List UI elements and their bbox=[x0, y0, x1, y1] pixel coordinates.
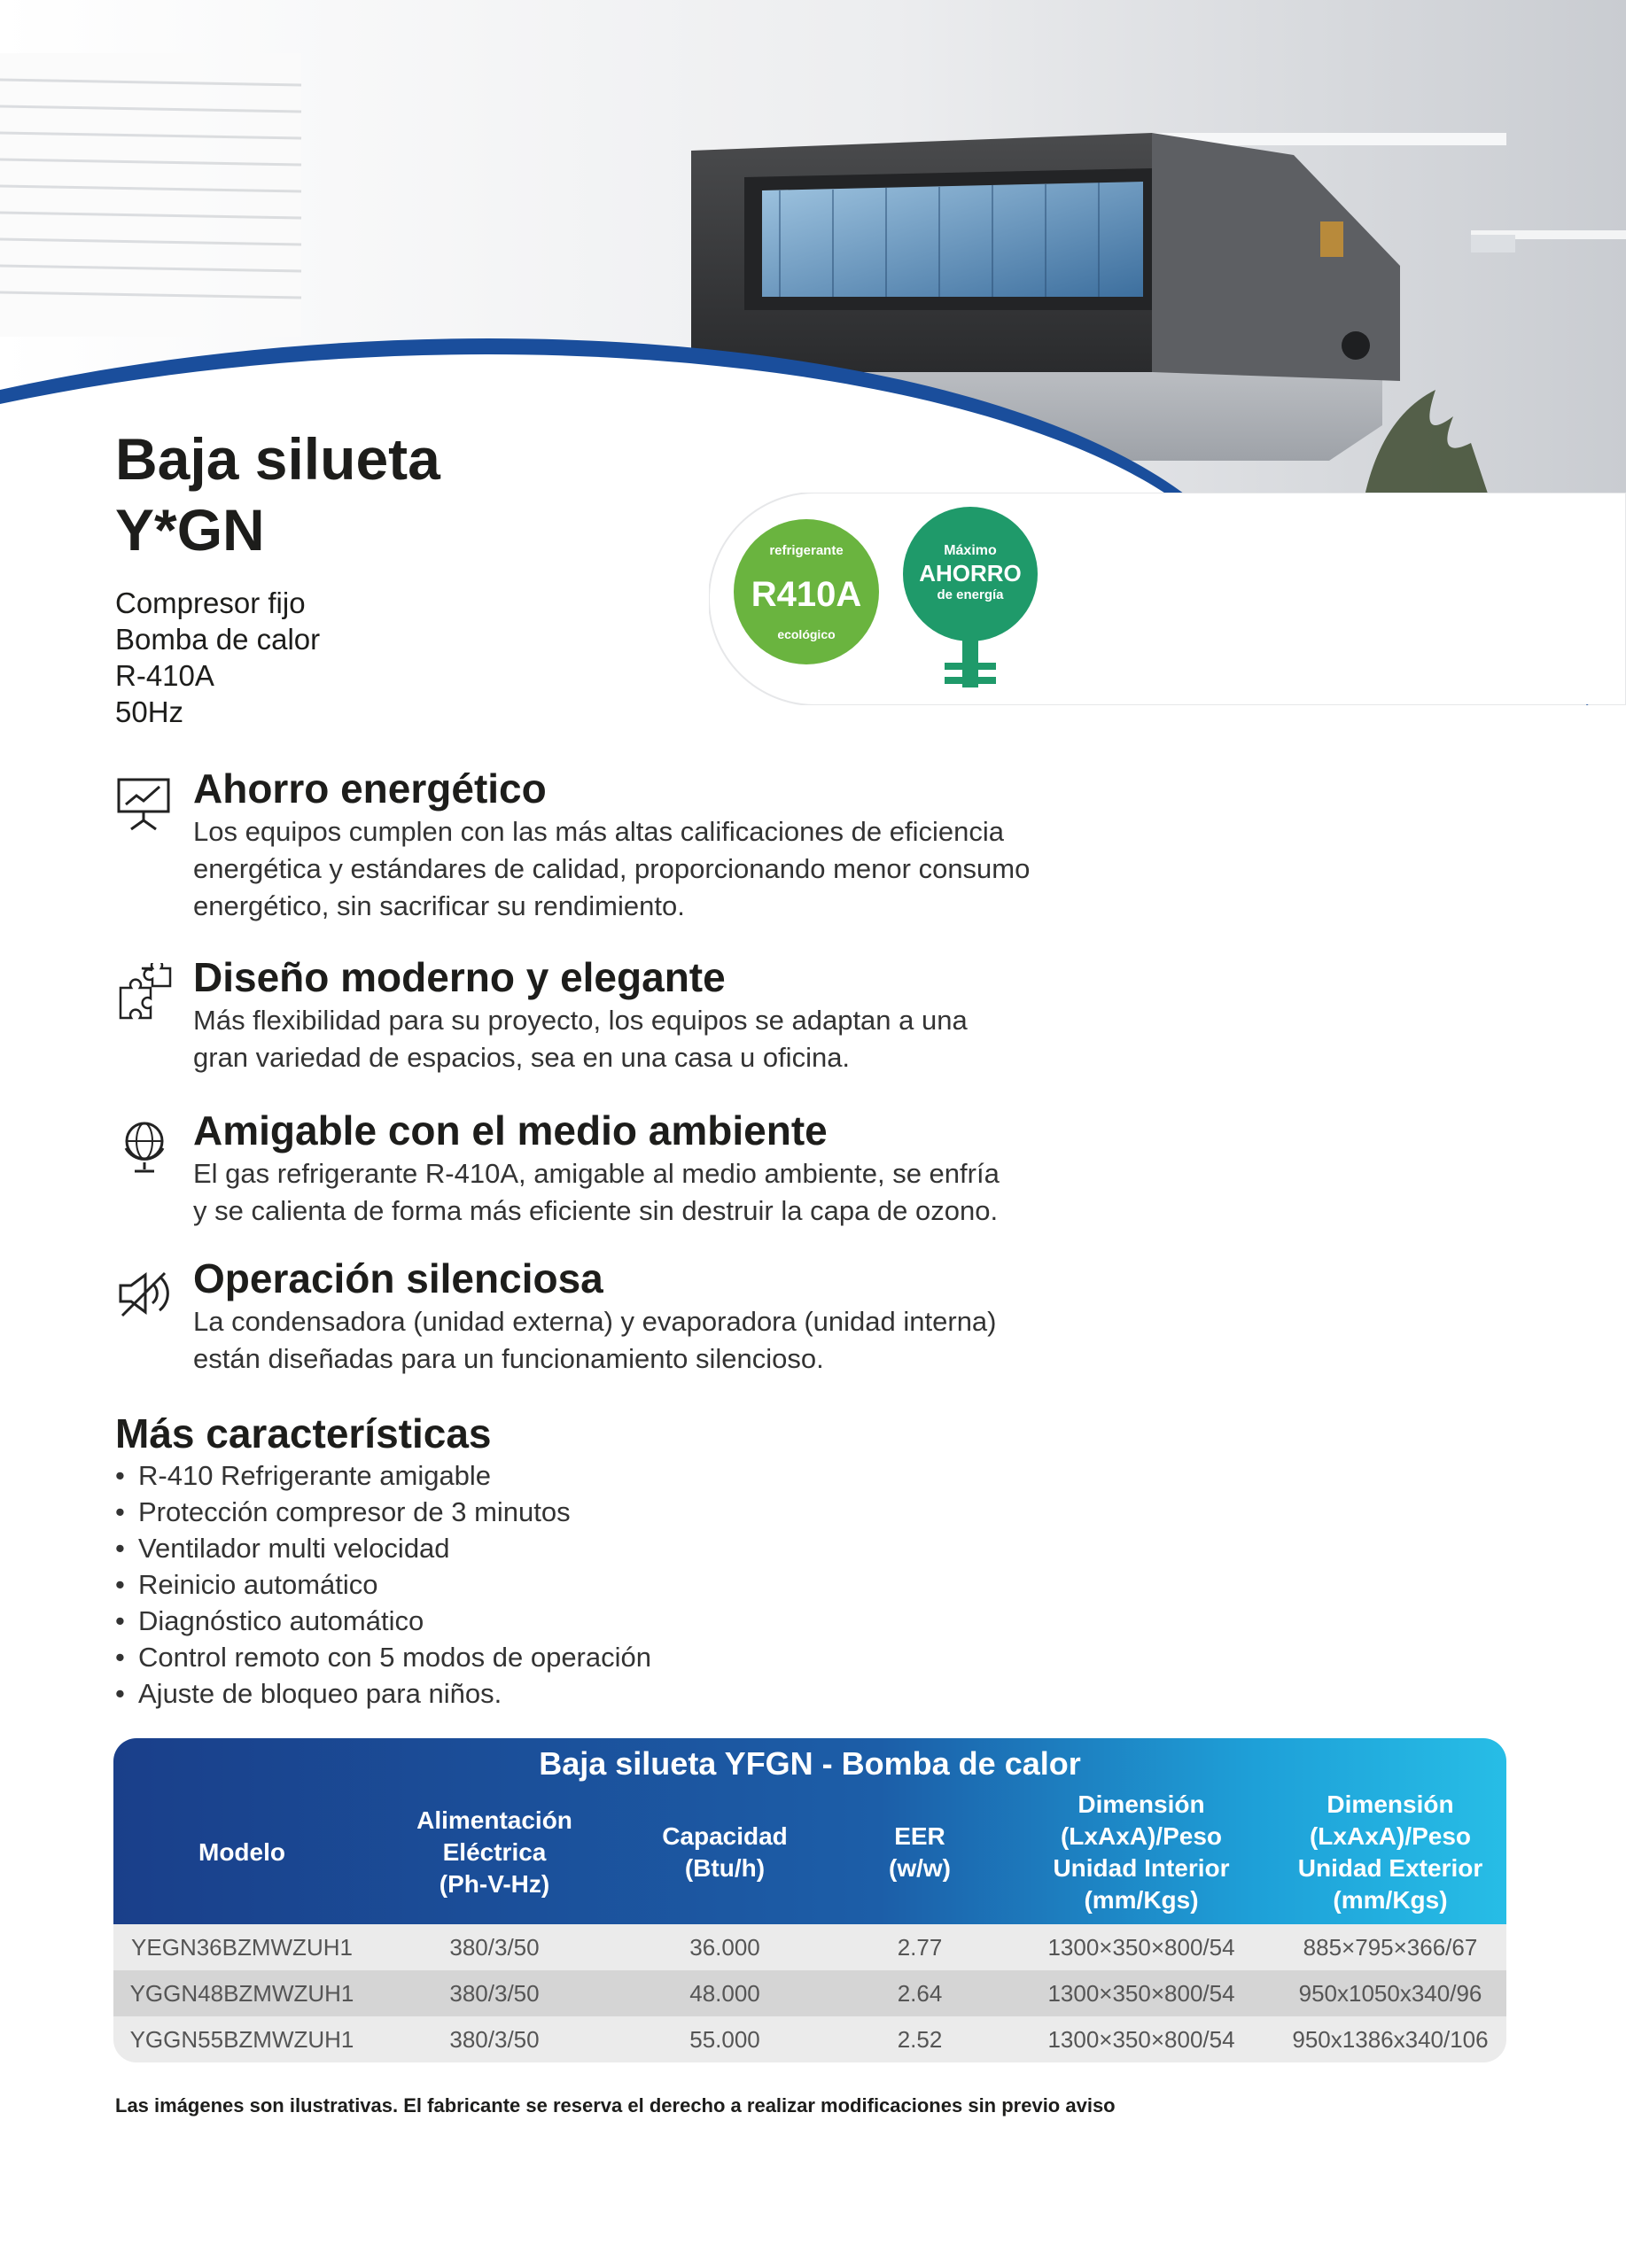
saving-badge-line1: Máximo bbox=[944, 543, 997, 558]
hero-illustration bbox=[0, 0, 1626, 496]
cell-capacity: 36.000 bbox=[689, 1934, 760, 1961]
product-title-line2: Y*GN bbox=[115, 497, 265, 563]
cell-eer: 2.64 bbox=[897, 1980, 943, 2007]
cell-outdoor-dimension: 950x1050x340/96 bbox=[1298, 1980, 1482, 2007]
spec-heat-pump: Bomba de calor bbox=[115, 623, 321, 656]
feature-text: Más flexibilidad para su proyecto, los equipos se adaptan a una gran variedad de espacios, sea en una casa u oficina. bbox=[193, 1005, 968, 1073]
list-item: • Diagnóstico automático bbox=[115, 1603, 651, 1639]
r410a-badge-main: R410A bbox=[751, 575, 862, 614]
feature-title: Amigable con el medio ambiente bbox=[193, 1107, 828, 1153]
header-power-supply: Alimentación Eléctrica (Ph-V-Hz) bbox=[416, 1806, 572, 1898]
cell-power: 380/3/50 bbox=[449, 2026, 540, 2053]
cell-outdoor-dimension: 885×795×366/67 bbox=[1303, 1934, 1478, 1961]
cell-indoor-dimension: 1300×350×800/54 bbox=[1047, 1934, 1235, 1961]
feature-text: Los equipos cumplen con las más altas calificaciones de eficiencia energética y estándares de calidad, proporcionando menor consumo energético, sin sacrificar su rendimiento. bbox=[193, 816, 1031, 921]
cell-power: 380/3/50 bbox=[449, 1934, 540, 1961]
table-header bbox=[113, 1738, 1506, 1924]
spec-table bbox=[113, 1738, 1506, 2062]
header-eer: EER (w/w) bbox=[889, 1822, 951, 1882]
list-item: • Ajuste de bloqueo para niños. bbox=[115, 1675, 651, 1712]
table-row bbox=[113, 2016, 1506, 2062]
mute-speaker-icon bbox=[115, 1264, 174, 1323]
cell-capacity: 55.000 bbox=[689, 2026, 760, 2053]
cell-indoor-dimension: 1300×350×800/54 bbox=[1047, 1980, 1235, 2007]
cell-outdoor-dimension: 950x1386x340/106 bbox=[1292, 2026, 1489, 2053]
table-title: Baja silueta YFGN - Bomba de calor bbox=[539, 1745, 1081, 1782]
r410a-badge-top: refrigerante bbox=[769, 543, 844, 558]
r410a-badge-bottom: ecológico bbox=[777, 627, 836, 641]
product-title bbox=[115, 423, 440, 565]
feature-title: Operación silenciosa bbox=[193, 1255, 603, 1301]
feature-text: El gas refrigerante R-410A, amigable al medio ambiente, se enfría y se calienta de forma más eficiente sin destruir la capa de ozono. bbox=[193, 1158, 1000, 1226]
cell-capacity: 48.000 bbox=[689, 1980, 760, 2007]
header-indoor-dimension: Dimensión (LxAxA)/Peso Unidad Interior (mm/Kgs) bbox=[1053, 1790, 1230, 1914]
product-specs bbox=[115, 585, 320, 730]
list-item: • R-410 Refrigerante amigable bbox=[115, 1457, 651, 1494]
cell-eer: 2.77 bbox=[897, 1934, 943, 1961]
hero-image bbox=[0, 0, 1626, 496]
header-capacity: Capacidad (Btu/h) bbox=[662, 1822, 788, 1882]
header-outdoor-dimension: Dimensión (LxAxA)/Peso Unidad Exterior (mm/Kgs) bbox=[1297, 1790, 1483, 1914]
list-item: • Control remoto con 5 modos de operación bbox=[115, 1639, 651, 1675]
presentation-chart-icon bbox=[115, 774, 174, 833]
feature-eco-friendly bbox=[115, 1106, 1267, 1230]
cell-model: YGGN55BZMWZUH1 bbox=[129, 2026, 354, 2053]
spec-compressor: Compresor fijo bbox=[115, 586, 306, 619]
cell-power: 380/3/50 bbox=[449, 1980, 540, 2007]
table-row bbox=[113, 1924, 1506, 1970]
cell-eer: 2.52 bbox=[897, 2026, 943, 2053]
globe-icon bbox=[115, 1116, 174, 1175]
cell-indoor-dimension: 1300×350×800/54 bbox=[1047, 2026, 1235, 2053]
more-features-list bbox=[115, 1457, 651, 1712]
cell-model: YEGN36BZMWZUH1 bbox=[131, 1934, 353, 1961]
cell-model: YGGN48BZMWZUH1 bbox=[129, 1980, 354, 2007]
list-item: • Ventilador multi velocidad bbox=[115, 1530, 651, 1566]
r410a-badge bbox=[734, 519, 879, 664]
feature-title: Diseño moderno y elegante bbox=[193, 954, 726, 1000]
product-title-line1: Baja silueta bbox=[115, 426, 440, 492]
feature-title: Ahorro energético bbox=[193, 765, 547, 812]
feature-modern-design bbox=[115, 952, 1267, 1076]
header-model: Modelo bbox=[198, 1838, 285, 1866]
saving-badge-line2: AHORRO bbox=[919, 560, 1022, 586]
saving-badge-line3: de energía bbox=[937, 587, 1004, 602]
badge-panel bbox=[709, 493, 1626, 705]
list-item: • Reinicio automático bbox=[115, 1566, 651, 1603]
feature-silent-operation bbox=[115, 1254, 1267, 1378]
spec-refrigerant: R-410A bbox=[115, 659, 214, 692]
feature-text: La condensadora (unidad externa) y evaporadora (unidad interna) están diseñadas para un funcionamiento silencioso. bbox=[193, 1306, 997, 1374]
puzzle-icon bbox=[115, 963, 174, 1021]
feature-energy-saving bbox=[115, 764, 1267, 925]
spec-frequency: 50Hz bbox=[115, 695, 184, 728]
more-features-title: Más características bbox=[115, 1410, 492, 1456]
disclaimer: Las imágenes son ilustrativas. El fabricante se reserva el derecho a realizar modificaciones sin previo aviso bbox=[115, 2094, 1116, 2117]
table-row bbox=[113, 1970, 1506, 2016]
list-item: • Protección compresor de 3 minutos bbox=[115, 1494, 651, 1530]
